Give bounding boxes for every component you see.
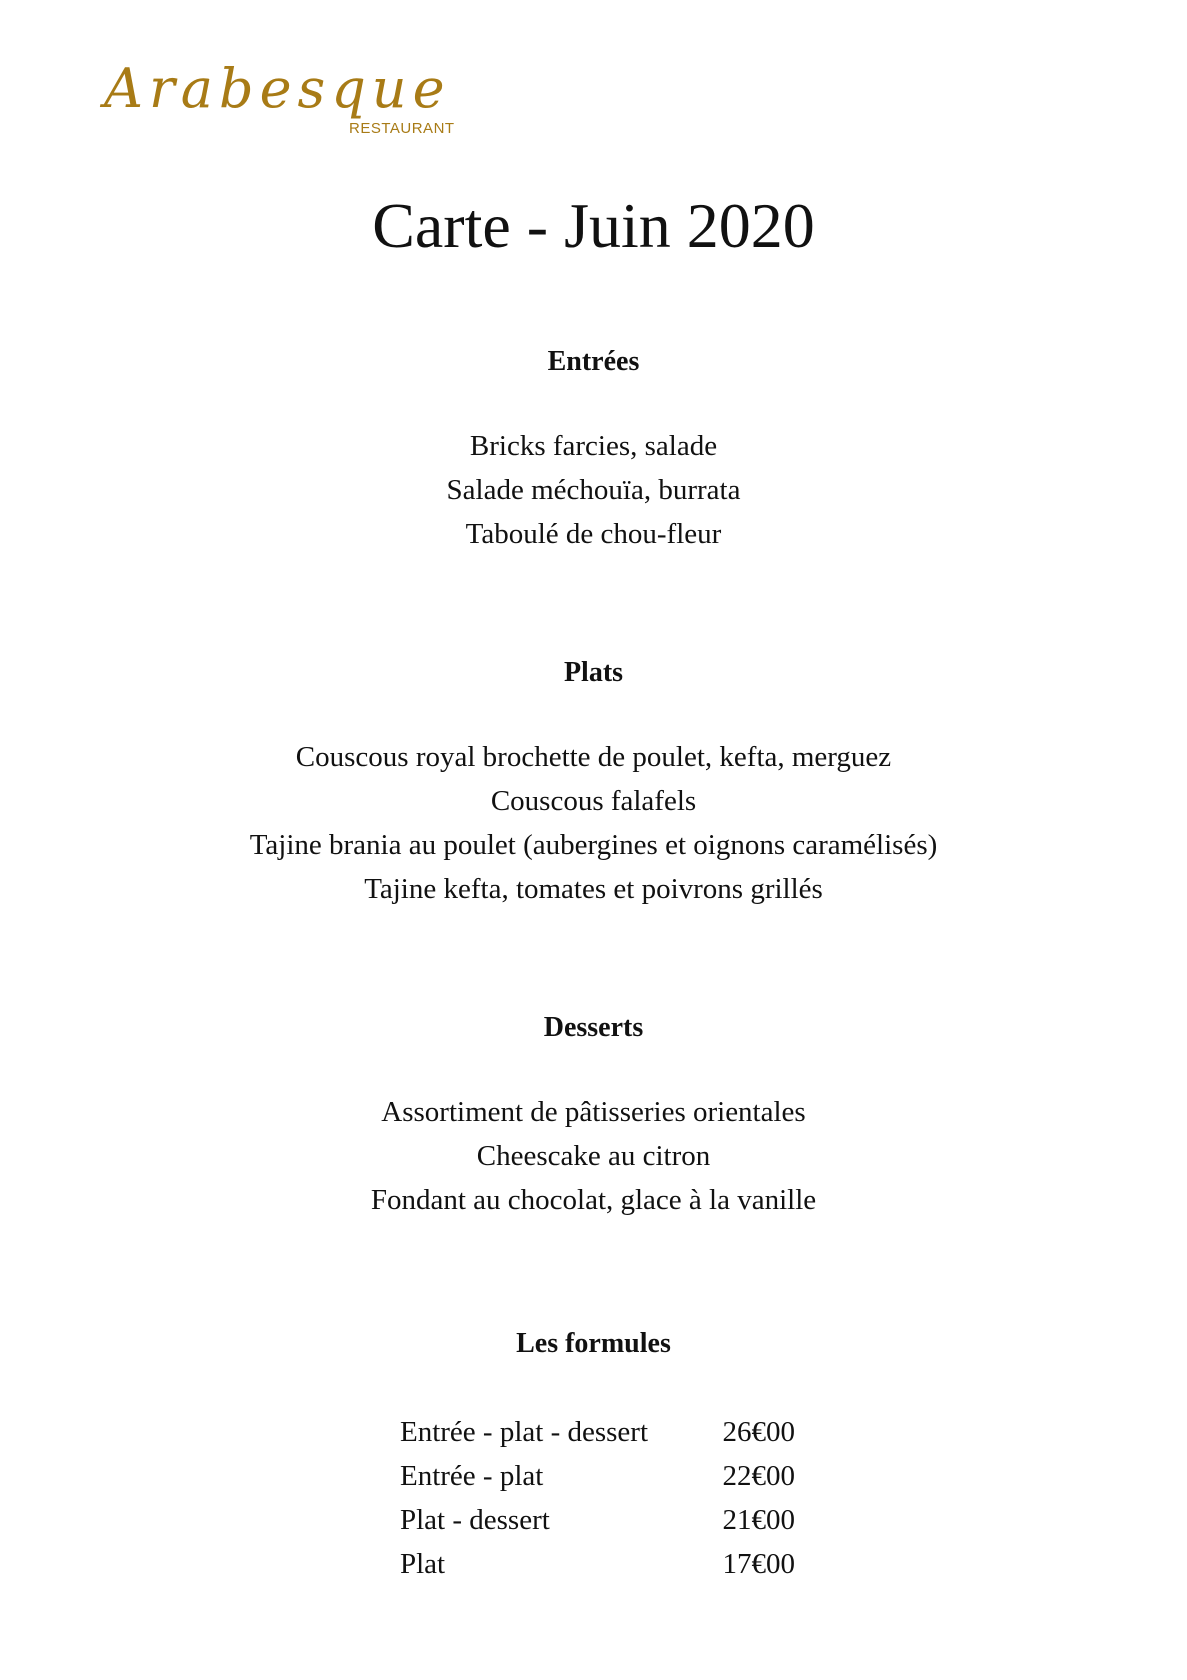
formule-row [400, 1542, 795, 1586]
section-formules [0, 1324, 1187, 1364]
section-heading: Desserts [543, 1012, 644, 1043]
formule-name: Entrée - plat [400, 1460, 544, 1492]
item-list [0, 1090, 1187, 1222]
formule-name: Entrée - plat - dessert [400, 1416, 649, 1448]
formule-price: 22€00 [722, 1460, 795, 1492]
formule-name: Plat [400, 1548, 446, 1580]
menu-item: Tajine brania au poulet (aubergines et oignons caramélisés) [249, 829, 938, 861]
formule-name: Plat - dessert [400, 1504, 550, 1536]
restaurant-logo [104, 57, 464, 146]
page-title: Carte - Juin 2020 [372, 190, 815, 261]
formule-row [400, 1410, 795, 1454]
logo-subtitle: RESTAURANT [349, 120, 455, 137]
menu-item: Couscous royal brochette de poulet, kefta, merguez [295, 741, 892, 773]
section-heading: Plats [563, 657, 624, 688]
menu-item: Salade méchouïa, burrata [446, 474, 741, 506]
logo-name: Arabesque [104, 57, 451, 120]
formule-price: 17€00 [722, 1548, 795, 1580]
formule-row [400, 1498, 795, 1542]
formule-row [400, 1454, 795, 1498]
formule-price: 21€00 [722, 1504, 795, 1536]
item-list [0, 424, 1187, 556]
section-desserts [0, 1008, 1187, 1222]
section-plats [0, 653, 1187, 911]
menu-item: Bricks farcies, salade [469, 430, 718, 462]
menu-item: Fondant au chocolat, glace à la vanille [370, 1184, 817, 1216]
formules-table [400, 1410, 795, 1586]
menu-item: Taboulé de chou-fleur [465, 518, 722, 550]
menu-item: Cheescake au citron [476, 1140, 711, 1172]
menu-item: Couscous falafels [490, 785, 697, 817]
section-heading: Entrées [547, 346, 640, 377]
menu-item: Tajine kefta, tomates et poivrons grillés [364, 873, 823, 905]
formule-price: 26€00 [722, 1416, 795, 1448]
section-heading: Les formules [516, 1328, 671, 1359]
section-entrees [0, 342, 1187, 556]
menu-item: Assortiment de pâtisseries orientales [381, 1096, 806, 1128]
item-list [0, 735, 1187, 911]
